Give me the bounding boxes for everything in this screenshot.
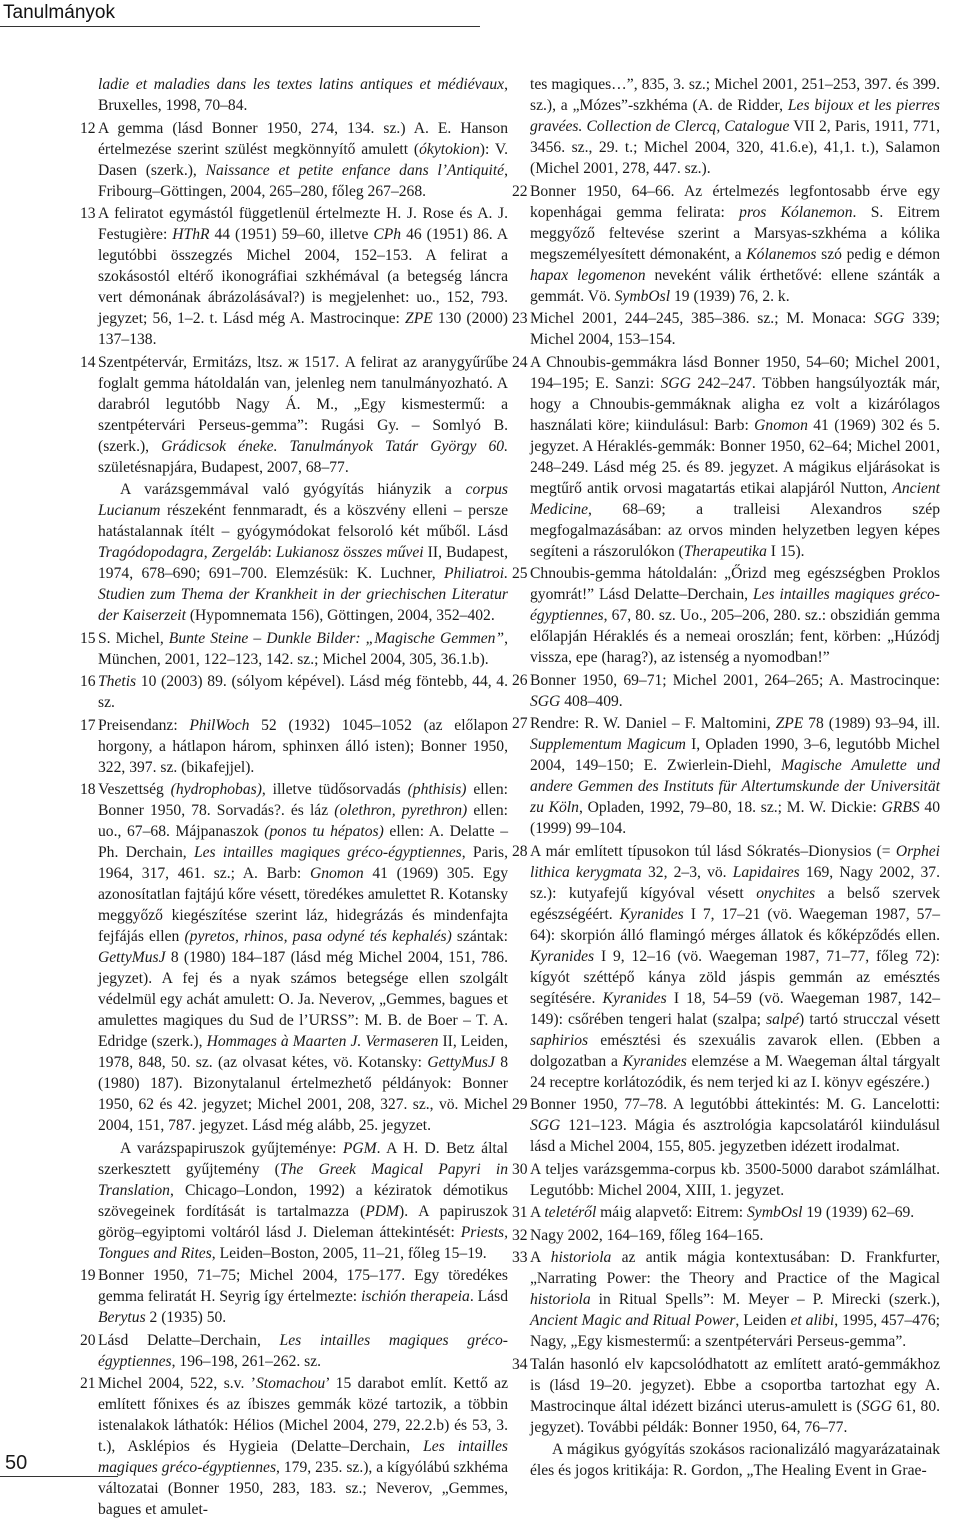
footnote-text: Bonner 1950, 77–78. A legutóbbi áttekintés: M. G. Lancelotti: SGG 121–123. Mágia és asztrológia kapcsolatáról kiindulásul lásd a Michel 2004, 155, 805. jegyzetben idézett irodalmat. bbox=[530, 1096, 940, 1155]
header-rule bbox=[0, 26, 480, 27]
page-number: 50 bbox=[5, 1452, 28, 1474]
footnote-number: 14 bbox=[80, 353, 96, 371]
footnote-text: Nagy 2002, 164–169, főleg 164–165. bbox=[530, 1226, 764, 1244]
footnote-25 bbox=[512, 563, 940, 668]
right-column bbox=[512, 74, 940, 1483]
footnote-paragraph: A mágikus gyógyítás szokásos racionalizáló magyarázatainak éles és jogos kritikája: R. Gordon, „The Healing Event in Grae- bbox=[530, 1441, 940, 1479]
footnote-number: 23 bbox=[512, 310, 528, 327]
footnote-18 bbox=[80, 779, 508, 1136]
footnote-text: Chnoubis-gemma hátoldalán: „Őrizd meg egészségben Proklos gyomrát!” Lásd Delatte–Derchain, Les intailles magiques gréco-égyptiennes, 67, 80. sz. Uo., 205–206, 280. sz.: obszidián gemma előlapján Héraklés és a nemeai oroszlán; fent, körben: „Húzódj vissza, epe (harag?), az istenség a nyomodban!” bbox=[530, 565, 940, 666]
footnote-24 bbox=[512, 352, 940, 562]
footnote-text: Szentpétervár, Ermitázs, ltsz. ж 1517. A felirat az aranygyűrűbe foglalt gemma hátoldalán van, jelenleg nem tanulmányozható. A darabról legutóbb Nagy Á. M., „Egy kismestermű: a szentpétervári Perseus-gemma”: Rugási Gy. – Somlyó B. (szerk.), Grádicsok éneke. Tanulmányok Tatár György 60. születésnapjára, Budapest, 2007, 68–77. bbox=[98, 353, 508, 476]
footnote-21 bbox=[80, 1373, 508, 1520]
footnote-number: 20 bbox=[80, 1331, 96, 1349]
footnote-number: 19 bbox=[80, 1267, 96, 1284]
footnote-16 bbox=[80, 671, 508, 713]
footnote-number: 30 bbox=[512, 1160, 528, 1178]
footnote-number: 17 bbox=[80, 716, 96, 734]
running-head: Tanulmányok bbox=[3, 2, 115, 23]
footnote-number: 29 bbox=[512, 1096, 528, 1113]
footnote-text: Talán hasonló elv kapcsolódhatott az említett arató-gemmákhoz is (lásd 19–20. jegyzet). Ebbe a csoportba tartozhat egy A. Mastrocinque által idézett bizánci uterus-amulett is (SGG 61, 80. jegyzet). További példák: Bonner 1950, 64, 76–77. bbox=[530, 1355, 941, 1436]
footnote-text: A teletéről máig alapvető: Eitrem: SymbOsl 19 (1939) 62–69. bbox=[530, 1204, 915, 1221]
footnote-22 bbox=[512, 181, 940, 307]
footnote-text: Michel 2004, 522, s.v. ’Stomachou’ 15 darabot említ. Kettő az említett főnixes és az íbiszes gemmák közé tartozik, a többin istenalakok láthatók: Hélios (Michel 2004, 279, 22.2.b) és 53, 3. t.), Asklépios és Hygieia (Delatte–Derchain, Les intailles magiques gréco-égyptiennes, 179, 235. sz.), a kígyólábú szkhéma változatai (Bonner 1950, 283, 183. sz.; Neverov, „Gemmes, bagues et amulet- bbox=[98, 1375, 508, 1518]
footnote-number: 31 bbox=[512, 1204, 528, 1221]
footnote-29 bbox=[512, 1094, 940, 1157]
footnote-32 bbox=[512, 1225, 940, 1246]
footnote-continuation: tes magiques…”, 835, 3. sz.; Michel 2001, 251–253, 397. és 399. sz.), a „Mózes”-szkhéma (A. de Ridder, Les bijoux et les pierres gravées. Collection de Clercq, Catalogue VII 2, Paris, 1911, 771, 3456. sz., 29. t.; Michel 2004, 320, 41.6.e), 41,1. t.), Salamon (Michel 2001, 278, 447. sz.). bbox=[530, 76, 940, 177]
footnote-23 bbox=[512, 308, 940, 350]
footnote-text: A már említett típusokon túl lásd Sókratés–Dionysios (= Orphei lithica kerygmata 32, 2–3, vö. Lapidaires 169, Nagy 2002, 37. sz.): kutyafejű kígyóval vésett onychites a belső szervek egészségéért. Kyranides I 7, 17–21 (vö. Waegeman 1987, 57–64): skorpión álló flamingó mérges állatok és kőképződés ellen. Kyranides I 9, 12–16 (vö. Waegeman 1987, 71–77, főleg 72): kígyót széttépő kánya zöld jáspis gemmán az emésztés segítésére. Kyranides I 18, 54–59 (vö. Waegeman 1987, 142– 149): csőrében tengeri halat (szalpa; salpé) tartó strucczal vésett saphirios emésztési és szexuális zavarok ellen. (Ebben a dolgozatban a Kyranides elemzése a M. Waegeman által tárgyalt 24 receptre korlátozódik, és nem terjed ki az I. könyv egészére.) bbox=[530, 842, 941, 1091]
footnote-number: 26 bbox=[512, 671, 528, 689]
footnote-text: S. Michel, Bunte Steine – Dunkle Bilder: „Magische Gemmen”, München, 2001, 122–123, 142. sz.; Michel 2004, 305, 36.1.b). bbox=[98, 629, 508, 668]
footnote-17 bbox=[80, 715, 508, 778]
footnote-27 bbox=[512, 713, 940, 839]
footnote-19 bbox=[80, 1265, 508, 1328]
footnote-31 bbox=[512, 1202, 940, 1223]
footnote-text: A historiola az antik mágia kontextusában: D. Frankfurter, „Narrating Power: the Theory and Practice of the Magical historiola in Ritual Spells”: M. Meyer – P. Mirecki (szerk.), Ancient Magic and Ritual Power, Leiden et alibi, 1995, 457–476; Nagy, „Egy kismestermű: a szentpétervári Perseus-gemma”. bbox=[530, 1249, 941, 1350]
footnote-text: Lásd Delatte–Derchain, Les intailles magiques gréco-égyptiennes, 196–198, 261–262. sz. bbox=[98, 1331, 508, 1370]
footnote-12 bbox=[80, 118, 508, 202]
footnote-number: 25 bbox=[512, 565, 528, 582]
footnote-number: 21 bbox=[80, 1375, 96, 1392]
footnote-13 bbox=[80, 203, 508, 350]
footnote-number: 28 bbox=[512, 842, 528, 860]
footnote-text: A feliratot egymástól függetlenül értelmezte H. J. Rose és A. J. Festugière: HThR 44 (1951) 59–60, illetve CPh 46 (1951) 86. A legutóbbi összegzés Michel 2004, 152–153. A felirat a szokásostól eltérő ikonográfiai szkhémával (a betegség láncra vert démonának ábrázolásával?) is megjelenhet: uo., 152, 793. jegyzet; 56, 1–2. t. Lásd még A. Mastrocinque: ZPE 130 (2000) 137–138. bbox=[98, 205, 509, 348]
footnote-text: Bonner 1950, 71–75; Michel 2004, 175–177. Egy töredékes gemma feliratát H. Seyrig így értelmezte: ischión therapeia. Lásd Berytus 2 (1935) 50. bbox=[98, 1267, 508, 1326]
left-column bbox=[80, 74, 508, 1522]
footnote-text: Rendre: R. W. Daniel – F. Maltomini, ZPE 78 (1989) 93–94, ill. Supplementum Magicum I, Opladen 1990, 3–6, legutóbb Michel 2004, 149–150; E. Zwierlein-Diehl, Magische Amulette und andere Gemmen des Instituts für Altertumskunde der Universität zu Köln, Opladen, 1992, 79–80, 18. sz.; M. W. Dickie: GRBS 40 (1999) 99–104. bbox=[530, 715, 940, 837]
footnote-number: 27 bbox=[512, 715, 528, 732]
footnote-paragraph: A varázsgemmával való gyógyítás hiányzik a corpus Lucianum részeként fennmaradt, és a köszvény elleni – persze hatástalannak ítélt – gyógymódokat felsoroló két műből. Lásd Tragódopodagra, Zergeláb: Lukianosz összes művei II, Budapest, 1974, 678–690; 691–700. Elemzésük: K. Luchner, Philiatroi. Studien zum Thema der Krankheit in der griechischen Literatur der Kaiserzeit (Hypomnemata 156), Göttingen, 2004, 352–402. bbox=[98, 481, 508, 624]
footnote-30 bbox=[512, 1159, 940, 1201]
footnote-text: Bonner 1950, 64–66. Az értelmezés legfontosabb érve egy kopenhágai gemma felirata: pros Kólanemon. S. Eitrem meggyőző feltevése szerint a Marsyas-szkhéma a kólika megszemélyesített démonaként, a Kólanemos szó pedig e démon hapax legomenon neveként válik érthetővé: ellene szánták a gemmát. Vö. SymbOsl 19 (1939) 76, 2. k. bbox=[530, 182, 941, 305]
footer-rule bbox=[0, 1476, 118, 1477]
footnote-continuation: ladie et maladies dans les textes latins antiques et médiévaux, Bruxelles, 1998, 70–84. bbox=[98, 76, 508, 114]
footnote-number: 34 bbox=[512, 1355, 528, 1373]
footnote-number: 33 bbox=[512, 1249, 528, 1266]
footnote-14 bbox=[80, 352, 508, 478]
footnote-34 bbox=[512, 1354, 940, 1438]
footnote-number: 15 bbox=[80, 629, 96, 647]
footnote-number: 16 bbox=[80, 673, 96, 690]
footnote-20 bbox=[80, 1330, 508, 1372]
footnote-number: 18 bbox=[80, 781, 96, 798]
footnote-text: Michel 2001, 244–245, 385–386. sz.; M. Monaca: SGG 339; Michel 2004, 153–154. bbox=[530, 310, 940, 348]
footnote-text: A gemma (lásd Bonner 1950, 274, 134. sz.) A. E. Hanson értelmezése szerint szülést megkönnyítő amulett (ókytokion): V. Dasen (szerk.), Naissance et petite enfance dans l’Antiquité, Fribourg–Göttingen, 2004, 265–280, főleg 267–268. bbox=[98, 119, 509, 200]
footnote-number: 24 bbox=[512, 353, 528, 371]
footnote-text: Thetis 10 (2003) 89. (sólyom képével). Lásd még föntebb, 44, 4. sz. bbox=[98, 673, 508, 711]
footnote-number: 22 bbox=[512, 182, 528, 200]
footnote-number: 12 bbox=[80, 119, 96, 137]
footnote-number: 32 bbox=[512, 1226, 528, 1244]
footnote-text: Bonner 1950, 69–71; Michel 2001, 264–265; A. Mastrocinque: SGG 408–409. bbox=[530, 671, 940, 710]
footnote-15 bbox=[80, 628, 508, 670]
footnote-text: Veszettség (hydrophobas), illetve tüdősorvadás (phthisis) ellen: Bonner 1950, 78. Sorvadás?. és láz (olethron, pyrethron) ellen: uo., 67–68. Májpanaszok (ponos tu hépatos) ellen: A. Delatte – Ph. Derchain, Les intailles magiques gréco-égyptiennes, Paris, 1964, 317, 461. sz.; A. Barb: Gnomon 41 (1969) 305. Egy azonosítatlan fajtájú kőre vésett, töredékes amulettet R. Kotansky meggyőző kiegészítése szerint láz, hidegrázás és mindenfajta fejfájás ellen (pyretos, rhinos, pasa odyné tés kephalés) szántak: GettyMusJ 8 (1980) 184–187 (lásd még Michel 2004, 151, 786. jegyzet). A fej és a nyak számos betegsége ellen szolgált védelmül egy achát amulett: O. Ja. Neverov, „Gemmes, bagues et amulettes magiques du Sud de l’URSS”: M. B. de Boer – T. A. Edridge (szerk.), Hommages à Maarten J. Vermaseren II, Leiden, 1978, 848, 50. sz. (az olvasat kétes, vö. Kotansky: GettyMusJ 8 (1980) 187). Bizonytalanul értelmezhető példányok: Bonner 1950, 62 és 42. jegyzet; Michel 2001, 208, 327. sz., vö. Michel 2004, 151, 787. jegyzet. Lásd még alább, 25. jegyzet. bbox=[98, 781, 508, 1134]
footnote-paragraph: A varázspapiruszok gyűjteménye: PGM. A H. D. Betz által szerkesztett gyűjtemény (The Greek Magical Papyri in Translation, Chicago–London, 1992) a kéziratok démotikus szövegeinek fordítását is tartalmazza (PDM). A papiruszok görög–egyiptomi voltáról lásd J. Dieleman áttekintését: Priests, Tongues and Rites, Leiden–Boston, 2005, 11–21, főleg 15–19. bbox=[98, 1139, 508, 1262]
footnote-28 bbox=[512, 841, 940, 1093]
footnote-text: Preisendanz: PhilWoch 52 (1932) 1045–1052 (az előlapon horgony, a hátlapon három, sphinxen álló isten); Bonner 1950, 322, 397. sz. (bikafejjel). bbox=[98, 716, 508, 776]
footnote-33 bbox=[512, 1247, 940, 1352]
footnote-26 bbox=[512, 670, 940, 712]
footnote-text: A Chnoubis-gemmákra lásd Bonner 1950, 54–60; Michel 2001, 194–195; E. Sanzi: SGG 242–247. Többen hangsúlyozták már, hogy a Chnoubis-gemmáknak aligha ez volt a kizárólagos használati köre; kiindulásul: Barb: Gnomon 41 (1969) 302 és 5. jegyzet. A Héraklés-gemmák: Bonner 1950, 62–64; Michel 2001, 248–249. Lásd még 25. és 89. jegyzet. A mágikus eljárásokat is megtűrő antik orvosi magatartás etikai alapjáról Nutton, Ancient Medicine, 68–69; a tralleisi Alexandros szép megfogalmazásában: az orvos minden helyzetben legyen képes segíteni a rászorulókon (Therapeutika I 15). bbox=[530, 353, 941, 560]
footnote-text: A teljes varázsgemma-corpus kb. 3500-5000 darabot számlálhat. Legutóbb: Michel 2004, XIII, 1. jegyzet. bbox=[530, 1160, 940, 1199]
footnote-number: 13 bbox=[80, 205, 96, 222]
